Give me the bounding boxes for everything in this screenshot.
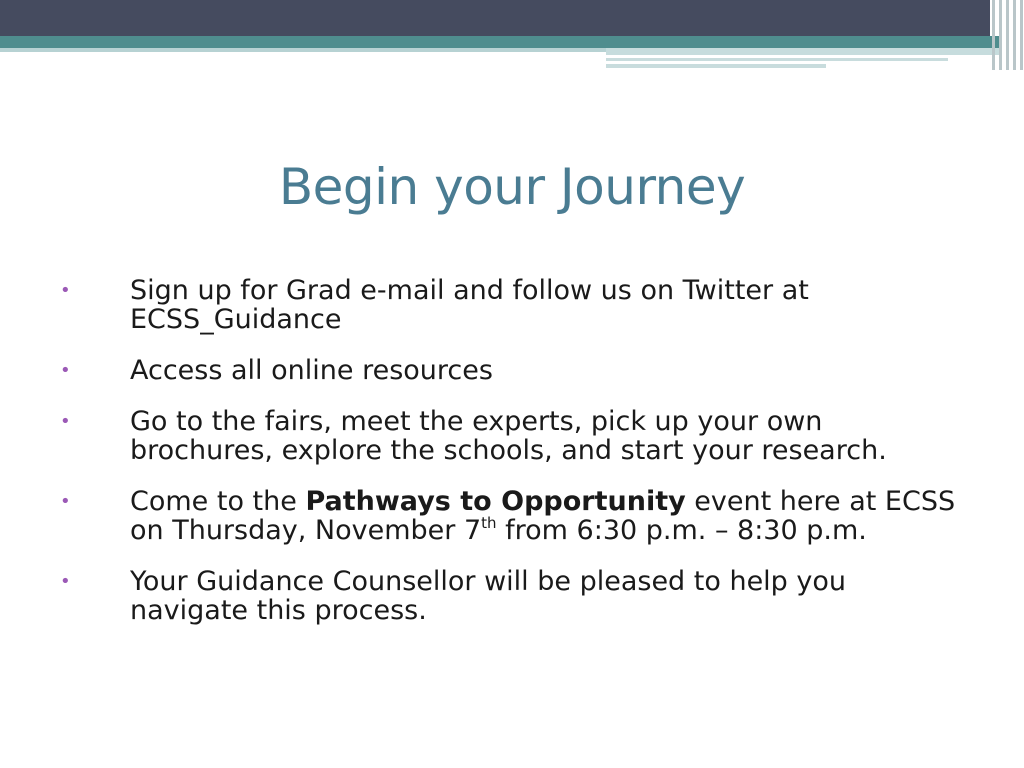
header-dark-bar bbox=[0, 0, 990, 36]
header-light-bar bbox=[0, 48, 608, 52]
bullet-item bbox=[60, 487, 960, 545]
bullet-text: Go to the fairs, meet the experts, pick up your own brochures, explore the schools, and start your research. bbox=[130, 406, 887, 466]
bullet-text: Your Guidance Counsellor will be pleased to help you navigate this process. bbox=[130, 566, 847, 626]
bullet-item bbox=[60, 407, 960, 465]
bullet-text-pre: Come to the bbox=[130, 486, 306, 517]
bullet-marker: • bbox=[60, 491, 71, 512]
bullet-marker: • bbox=[60, 360, 71, 381]
bullet-item bbox=[60, 567, 960, 625]
bullet-text: Sign up for Grad e-mail and follow us on Twitter at ECSS_Guidance bbox=[130, 275, 809, 335]
bullet-marker: • bbox=[60, 411, 71, 432]
bullet-text-post: from 6:30 p.m. – 8:30 p.m. bbox=[496, 515, 867, 546]
event-name: Pathways to Opportunity bbox=[305, 486, 686, 517]
bullet-text: Access all online resources bbox=[130, 355, 493, 386]
header-teal-bar bbox=[0, 36, 1000, 48]
bullet-list bbox=[60, 276, 960, 647]
slide-title: Begin your Journey bbox=[278, 158, 746, 216]
header-stripes bbox=[990, 0, 1024, 70]
header-band bbox=[0, 0, 1024, 36]
ordinal-suffix: th bbox=[481, 514, 497, 532]
bullet-marker: • bbox=[60, 280, 71, 301]
bullet-text-mid: event here at ECSS on Thursday, November 7 bbox=[130, 486, 956, 546]
header-accent-bar bbox=[606, 48, 1000, 55]
header-accent-line bbox=[606, 64, 826, 68]
bullet-marker: • bbox=[60, 571, 71, 592]
header-accent-line bbox=[606, 58, 948, 61]
bullet-item bbox=[60, 356, 960, 385]
bullet-item bbox=[60, 276, 960, 334]
